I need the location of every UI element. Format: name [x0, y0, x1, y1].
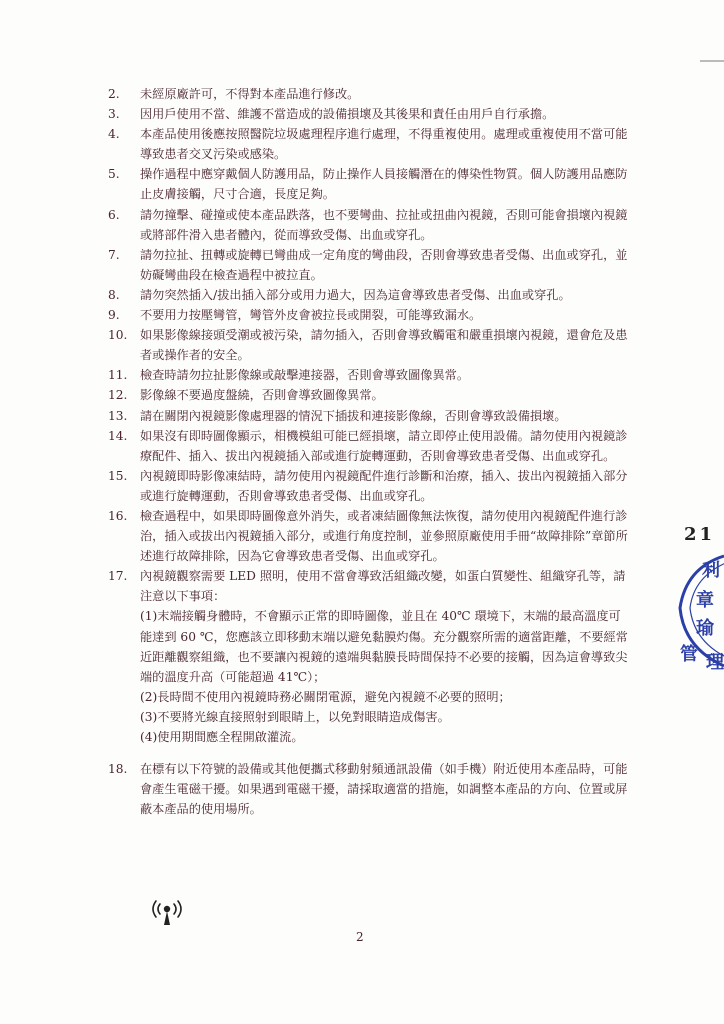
- item-text: [140, 305, 628, 325]
- item-number: 13.: [108, 408, 128, 423]
- item-line: (1)末端接觸身體時，不會顯示正常的即時圖像，並且在 40℃ 環境下，末端的最高溫度可能達到 60 ℃，您應該立即移動末端以避免黏膜灼傷。充分觀察所需的適當距離，不要經常近距離觀察組織，也不要讓內視鏡的遠端與黏膜長時間保持不必要的接觸，因為這會導致尖端的溫度升高（可能超過 41℃）；: [140, 609, 628, 684]
- item-number: 14.: [108, 428, 128, 443]
- item-number: 16.: [108, 508, 128, 523]
- item-line: 請勿拉扯、扭轉或旋轉已彎曲成一定角度的彎曲段，否則會導致患者受傷、出血或穿孔，並妨礙彎曲段在檢查過程中被拉直。: [140, 247, 628, 282]
- side-page-number: 21: [684, 524, 716, 545]
- item-line: 未經原廠許可，不得對本產品進行修改。: [140, 87, 360, 101]
- item-text: [140, 426, 628, 466]
- item-text: [140, 285, 628, 305]
- item-text: [140, 124, 628, 164]
- item-line: 內視鏡即時影像凍結時，請勿使用內視鏡配件進行診斷和治療，插入、拔出內視鏡插入部分或進行旋轉運動，否則會導致患者受傷、出血或穿孔。: [140, 468, 628, 503]
- item-text: [140, 759, 628, 819]
- page-number: 2: [356, 930, 364, 944]
- non-ionizing-radiation-icon: [147, 896, 187, 926]
- list-item: [108, 466, 628, 506]
- item-text: [140, 84, 628, 104]
- item-number: 5.: [108, 167, 120, 182]
- list-item: [108, 84, 628, 104]
- item-text: [140, 325, 628, 365]
- item-number: 10.: [108, 328, 128, 343]
- list-item: [108, 164, 628, 204]
- seal-char: 瑜: [696, 618, 714, 639]
- item-number: 6.: [108, 207, 120, 222]
- list-item: [108, 426, 628, 466]
- item-text: [140, 205, 628, 245]
- item-line: (3)不要將光線直接照射到眼睛上，以免對眼睛造成傷害。: [140, 709, 450, 724]
- item-line: 不要用力按壓彎管，彎管外皮會被拉長或開裂，可能導致漏水。: [140, 308, 482, 323]
- item-text: [140, 104, 628, 124]
- list-item: [108, 124, 628, 164]
- item-number: 9.: [108, 308, 120, 323]
- list-item: [108, 365, 628, 385]
- item-line: 操作過程中應穿戴個人防護用品，防止操作人員接觸潛在的傳染性物質。個人防護用品應防止皮膚接觸，尺寸合適，長度足夠。: [140, 167, 628, 202]
- item-number: 12.: [108, 388, 128, 403]
- item-line: 請勿撞擊、碰撞或使本產品跌落，也不要彎曲、拉扯或扭曲內視鏡，否則可能會損壞內視鏡或將部件滑入患者體內，從而導致受傷、出血或穿孔。: [140, 207, 628, 242]
- list-item: [108, 406, 628, 426]
- list-item: [108, 205, 628, 245]
- item-number: 17.: [108, 569, 128, 584]
- list-item: [108, 104, 628, 124]
- item-number: 15.: [108, 468, 128, 483]
- item-number: 11.: [108, 368, 128, 383]
- item-text: [140, 385, 628, 405]
- item-line: 內視鏡觀察需要 LED 照明，使用不當會導致活組織改變，如蛋白質變性、組織穿孔等，請注意以下事項：: [140, 569, 626, 604]
- item-line: 本產品使用後應按照醫院垃圾處理程序進行處理，不得重複使用。處理或重複使用不當可能導致患者交叉污染或感染。: [140, 127, 628, 162]
- company-seal: [676, 548, 724, 673]
- seal-char: 利: [702, 560, 720, 581]
- list-item: [108, 385, 628, 405]
- item-text: [140, 566, 628, 747]
- list-item: [108, 285, 628, 305]
- scan-mark: [700, 60, 724, 62]
- item-number: 3.: [108, 107, 120, 122]
- item-text: [140, 506, 628, 566]
- seal-char: 理: [706, 652, 724, 673]
- item-number: 7.: [108, 247, 120, 262]
- item-line: 檢查過程中，如果即時圖像意外消失，或者凍結圖像無法恢復，請勿使用內視鏡配件進行診治，插入或拔出內視鏡插入部分，或進行角度控制，並參照原廠使用手冊“故障排除”章節所述進行故障排除，因為它會導致患者受傷、出血或穿孔。: [140, 508, 628, 564]
- item-text: [140, 245, 628, 285]
- warning-list: [108, 84, 628, 819]
- item-text: [140, 365, 628, 385]
- item-line: 請在關閉內視鏡影像處理器的情況下插拔和連接影像線，否則會導致設備損壞。: [140, 408, 567, 423]
- spacer: [108, 747, 628, 759]
- item-line: (2)長時間不使用內視鏡時務必關閉電源，避免內視鏡不必要的照明；: [140, 689, 511, 704]
- item-line: 如果影像線接頭受潮或被污染，請勿插入，否則會導致觸電和嚴重損壞內視鏡，還會危及患者或操作者的安全。: [140, 328, 628, 363]
- item-number: 2.: [108, 87, 120, 101]
- item-line: 在標有以下符號的設備或其他便攜式移動射頻通訊設備（如手機）附近使用本產品時，可能會產生電磁干擾。如果遇到電磁干擾，請採取適當的措施，如調整本產品的方向、位置或屏蔽本產品的使用場所。: [140, 762, 628, 817]
- seal-char: 章: [696, 590, 714, 611]
- list-item: [108, 305, 628, 325]
- item-text: [140, 466, 628, 506]
- list-item: [108, 566, 628, 747]
- item-line: 如果沒有即時圖像顯示，相機模組可能已經損壞，請立即停止使用設備。請勿使用內視鏡診療配件、插入、拔出內視鏡插入部或進行旋轉運動，否則會導致患者受傷、出血或穿孔。: [140, 428, 628, 463]
- item-line: 影像線不要過度盤繞，否則會導致圖像異常。: [140, 388, 384, 403]
- list-item: [108, 245, 628, 285]
- list-item: [108, 506, 628, 566]
- item-line: 請勿突然插入/拔出插入部分或用力過大，因為這會導致患者受傷、出血或穿孔。: [140, 287, 571, 302]
- item-number: 18.: [108, 762, 128, 777]
- item-number: 8.: [108, 287, 120, 302]
- item-line: 檢查時請勿拉扯影像線或敲擊連接器，否則會導致圖像異常。: [140, 368, 470, 383]
- item-line: 因用戶使用不當、維護不當造成的設備損壞及其後果和責任由用戶自行承擔。: [140, 107, 555, 122]
- list-item: [108, 759, 628, 819]
- item-text: [140, 406, 628, 426]
- list-item: [108, 325, 628, 365]
- seal-char: 管: [680, 644, 698, 665]
- item-number: 4.: [108, 127, 120, 142]
- item-text: [140, 164, 628, 204]
- item-line: (4)使用期間應全程開啟灌流。: [140, 730, 304, 744]
